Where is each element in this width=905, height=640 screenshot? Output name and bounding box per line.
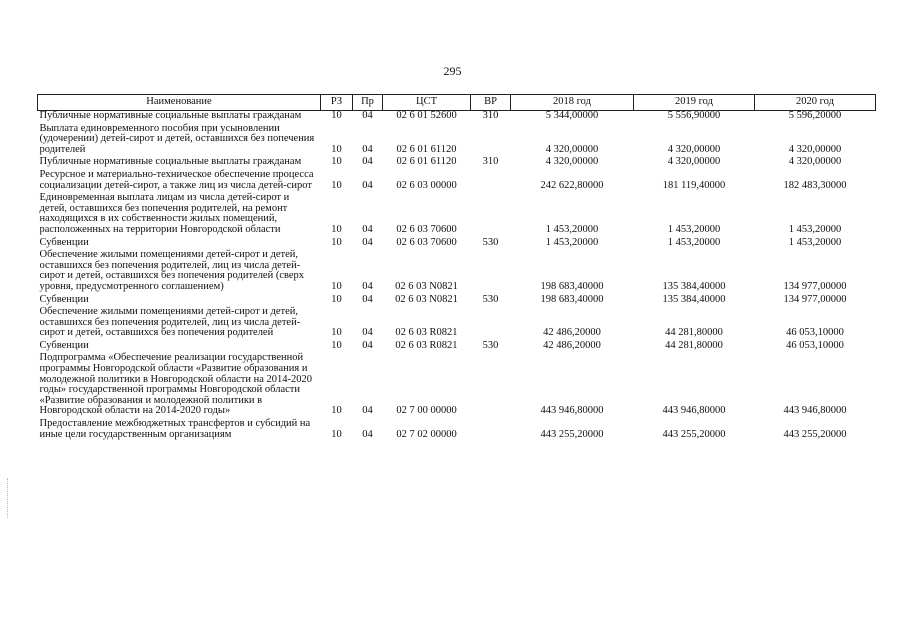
row-name: Выплата единовременного пособия при усыновлении (удочерении) детей-сирот и детей, оставшихся без попечения родителей: [39, 122, 315, 155]
row-pr: 04: [362, 293, 373, 305]
row-rz: 10: [331, 293, 342, 305]
row-vr: [471, 193, 511, 237]
row-2020: 4 320,00000: [788, 156, 842, 168]
row-cst: 02 6 03 70600: [396, 223, 457, 235]
row-2019: 1 453,20000: [667, 236, 721, 248]
table-row: [38, 353, 876, 419]
row-pr: 04: [362, 428, 373, 440]
row-vr: 310: [482, 110, 499, 121]
row-2020: 134 977,00000: [783, 293, 847, 305]
row-2019: 443 255,20000: [662, 428, 726, 440]
row-2018: 4 320,00000: [545, 143, 599, 155]
row-cst: 02 6 01 61120: [396, 156, 457, 168]
row-name: Предоставление межбюджетных трансфертов и субсидий на иные цели государственным организациям: [39, 418, 311, 440]
row-name: Субвенции: [39, 293, 89, 305]
row-2020: 46 053,10000: [786, 327, 844, 339]
row-cst: 02 6 03 N0821: [395, 280, 458, 292]
row-2018: 1 453,20000: [545, 236, 599, 248]
row-cst: 02 6 03 70600: [396, 236, 457, 248]
row-name: Обеспечение жилыми помещениями детей-сирот и детей, оставшихся без попечения родителей, лиц из числа детей-сирот и детей, оставшихся без попечения родителей: [39, 306, 301, 339]
table-row: [38, 250, 876, 294]
header-vr: ВР: [471, 95, 511, 111]
row-2018: 42 486,20000: [543, 339, 601, 351]
row-rz: 10: [331, 428, 342, 440]
header-2020: 2020 год: [755, 95, 876, 111]
table-row: [38, 193, 876, 237]
row-name: Ресурсное и материально-техническое обеспечение процесса социализации детей-сирот, а также лиц из числа детей-сирот: [39, 168, 314, 191]
row-rz: 10: [331, 143, 342, 155]
row-2019: 181 119,40000: [662, 179, 726, 191]
header-rz: РЗ: [321, 95, 353, 111]
row-vr: 530: [482, 339, 499, 351]
row-rz: 10: [331, 179, 342, 191]
row-2019: 5 556,90000: [667, 110, 721, 121]
row-rz: 10: [331, 223, 342, 235]
row-pr: 04: [362, 156, 373, 168]
row-cst: 02 6 01 61120: [396, 143, 457, 155]
row-rz: 10: [331, 110, 342, 121]
row-cst: 02 6 03 N0821: [395, 293, 458, 305]
row-2019: 443 946,80000: [662, 405, 726, 417]
row-cst: 02 6 03 R0821: [395, 327, 458, 339]
row-2020: 443 255,20000: [783, 428, 847, 440]
row-2018: 443 946,80000: [540, 405, 604, 417]
row-cst: 02 6 03 R0821: [395, 339, 458, 351]
row-2019: 4 320,00000: [667, 143, 721, 155]
row-vr: [471, 419, 511, 442]
scan-edge-marks: [7, 478, 9, 518]
row-name: Публичные нормативные социальные выплаты гражданам: [39, 110, 302, 121]
row-2020: 443 946,80000: [783, 405, 847, 417]
row-2018: 42 486,20000: [543, 327, 601, 339]
row-2018: 1 453,20000: [545, 223, 599, 235]
header-2018: 2018 год: [511, 95, 634, 111]
row-vr: [471, 307, 511, 341]
row-2019: 44 281,80000: [665, 339, 723, 351]
row-cst: 02 6 03 00000: [396, 179, 457, 191]
row-pr: 04: [362, 179, 373, 191]
row-vr: 530: [482, 236, 499, 248]
row-pr: 04: [362, 223, 373, 235]
header-name: Наименование: [38, 95, 321, 111]
row-2020: 134 977,00000: [783, 280, 847, 292]
table-row: [38, 307, 876, 341]
header-pr: Пр: [353, 95, 383, 111]
row-vr: 530: [482, 293, 499, 305]
table-body: [38, 111, 876, 443]
row-2018: 198 683,40000: [540, 293, 604, 305]
row-pr: 04: [362, 339, 373, 351]
row-rz: 10: [331, 236, 342, 248]
row-2019: 4 320,00000: [667, 156, 721, 168]
row-2020: 5 596,20000: [788, 110, 842, 121]
row-pr: 04: [362, 280, 373, 292]
row-2018: 198 683,40000: [540, 280, 604, 292]
table-row: [38, 124, 876, 158]
row-2020: 46 053,10000: [786, 339, 844, 351]
row-rz: 10: [331, 339, 342, 351]
header-cst: ЦСТ: [383, 95, 471, 111]
row-2018: 5 344,00000: [545, 110, 599, 121]
row-pr: 04: [362, 327, 373, 339]
row-rz: 10: [331, 156, 342, 168]
row-vr: 310: [482, 156, 499, 168]
row-rz: 10: [331, 327, 342, 339]
row-name: Единовременная выплата лицам из числа детей-сирот и детей, оставшихся без попечения родителей, на ремонт находящихся в их собственности жилых помещений, расположенных на территории Новгородской области: [39, 192, 290, 235]
row-2020: 1 453,20000: [788, 236, 842, 248]
table-row: [38, 111, 876, 124]
row-pr: 04: [362, 405, 373, 417]
table-row: [38, 419, 876, 442]
row-pr: 04: [362, 110, 373, 121]
row-2019: 135 384,40000: [662, 293, 726, 305]
row-vr: [471, 353, 511, 419]
row-2019: 1 453,20000: [667, 223, 721, 235]
row-vr: [471, 124, 511, 158]
row-pr: 04: [362, 143, 373, 155]
row-name: Субвенции: [39, 339, 89, 351]
budget-table: [37, 94, 876, 442]
row-rz: 10: [331, 280, 342, 292]
row-name: Подпрограмма «Обеспечение реализации государственной программы Новгородской области «Развитие образования и молодежной политики в Новгородской области на 2014-2020 годы» государственной программы Новгородской области «Развитие образования и молодежной политики в Новгородской области на 2014-2020 годы»: [39, 352, 313, 417]
row-2018: 242 622,80000: [540, 179, 604, 191]
page-number: 295: [443, 64, 462, 78]
row-cst: 02 6 01 52600: [396, 110, 457, 121]
row-2019: 135 384,40000: [662, 280, 726, 292]
row-2018: 443 255,20000: [540, 428, 604, 440]
table-row: [38, 170, 876, 193]
row-rz: 10: [331, 405, 342, 417]
row-2020: 1 453,20000: [788, 223, 842, 235]
row-cst: 02 7 02 00000: [396, 428, 457, 440]
row-2020: 182 483,30000: [783, 179, 847, 191]
row-2018: 4 320,00000: [545, 156, 599, 168]
row-2020: 4 320,00000: [788, 143, 842, 155]
row-name: Субвенции: [39, 236, 89, 248]
row-cst: 02 7 00 00000: [396, 405, 457, 417]
row-vr: [471, 250, 511, 294]
row-name: Публичные нормативные социальные выплаты гражданам: [39, 156, 302, 168]
table-header: [38, 95, 876, 111]
row-pr: 04: [362, 236, 373, 248]
row-vr: [471, 170, 511, 193]
row-name: Обеспечение жилыми помещениями детей-сирот и детей, оставшихся без попечения родителей, лиц из числа детей-сирот и детей, оставшихся без попечения родителей (сверх уровня, предусмотренного соглашением): [39, 249, 305, 292]
row-2019: 44 281,80000: [665, 327, 723, 339]
header-2019: 2019 год: [634, 95, 755, 111]
